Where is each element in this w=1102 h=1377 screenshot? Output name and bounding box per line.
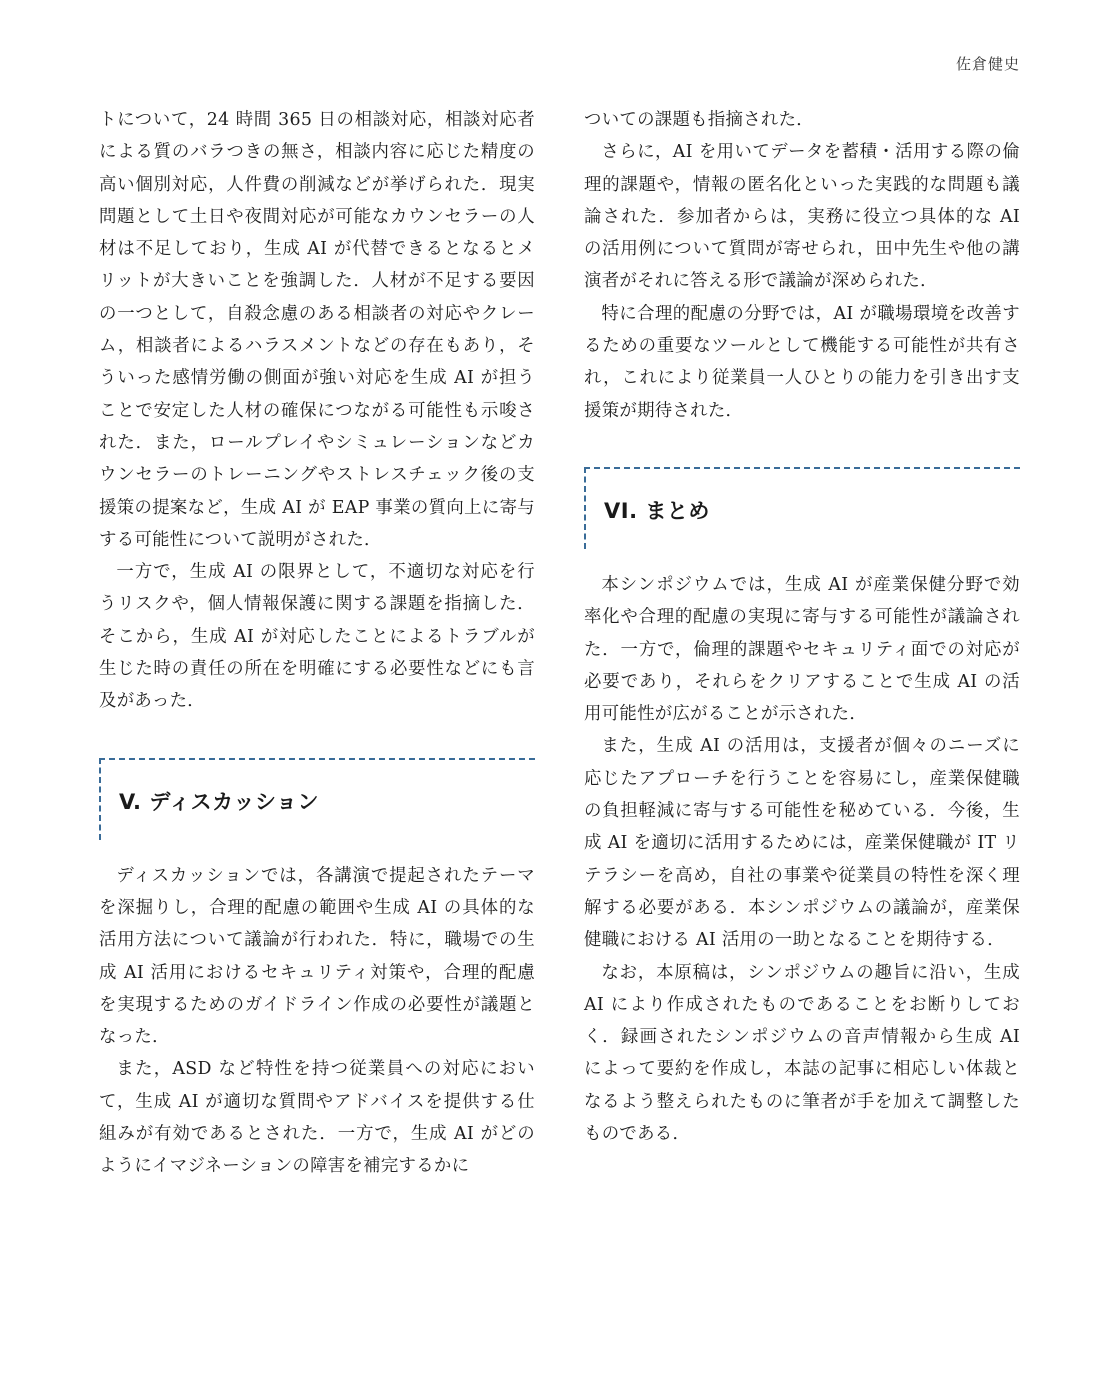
section-title-discussion: V. ディスカッション — [119, 789, 320, 814]
paragraph: なお，本原稿は，シンポジウムの趣旨に沿い，生成 AI により作成されたものであることをお断りしておく．録画されたシンポジウムの音声情報から生成 AI によって要約を作成し，本誌の記事に相応しい体裁となるよう整えられたものに筆者が手を加えて調整したものである． — [584, 962, 1020, 1145]
paragraph: トについて，24 時間 365 日の相談対応，相談対応者による質のバラつきの無さ，相談内容に応じた精度の高い個別対応，人件費の削減などが挙げられた．現実問題として土日や夜間対応が可能なカウンセラーの人材は不足しており，生成 AI が代替できるとなるとメリットが大きいことを強調した．人材が不足する要因の一つとして，自殺念慮のある相談者の対応やクレーム，相談者によるハラスメントなどの存在もあり，そういった感情労働の側面が強い対応を生成 AI が担うことで安定した人材の確保につながる可能性も示唆された．また，ロールプレイやシミュレーションなどカウンセラーのトレーニングやストレスチェック後の支援策の提案など，生成 AI が EAP 事業の質向上に寄与する可能性について説明がされた． — [99, 110, 535, 550]
paragraph: 一方で，生成 AI の限界として，不適切な対応を行うリスクや，個人情報保護に関する課題を指摘した．そこから，生成 AI が対応したことによるトラブルが生じた時の責任の所在を明確にする必要性などにも言及があった． — [99, 562, 535, 712]
section-heading-box — [99, 758, 535, 840]
section-heading-box — [584, 467, 1020, 549]
paragraph: ついての課題も指摘された． — [584, 110, 814, 130]
section-title-summary: VI. まとめ — [604, 498, 710, 523]
paragraph: ディスカッションでは，各講演で提起されたテーマを深掘りし，合理的配慮の範囲や生成 AI の具体的な活用方法について議論が行われた．特に，職場での生成 AI 活用におけるセキュリティ対策や，合理的配慮を実現するためのガイドライン作成の必要性が議題となった． — [99, 865, 535, 1048]
paragraph: 本シンポジウムでは，生成 AI が産業保健分野で効率化や合理的配慮の実現に寄与する可能性が議論された．一方で，倫理的課題やセキュリティ面での対応が必要であり，それらをクリアすることで生成 AI の活用可能性が広がることが示された． — [584, 574, 1020, 725]
paragraph: 特に合理的配慮の分野では，AI が職場環境を改善するための重要なツールとして機能する可能性が共有され，これにより従業員一人ひとりの能力を引き出す支援策が期待された． — [584, 303, 1020, 421]
paragraph: また，生成 AI の活用は，支援者が個々のニーズに応じたアプローチを行うことを容易にし，産業保健職の負担軽減に寄与する可能性を秘めている．今後，生成 AI を適切に活用するためには，産業保健職が IT リテラシーを高め，自社の事業や従業員の特性を深く理解する必要がある．本シンポジウムの議論が，産業保健職における AI 活用の一助となることを期待する． — [584, 736, 1020, 951]
right-column — [584, 104, 1020, 1150]
left-column — [99, 104, 535, 1183]
paragraph: さらに，AI を用いてデータを蓄積・活用する際の倫理的課題や，情報の匿名化といった実践的な問題も議論された．参加者からは，実務に役立つ具体的な AI の活用例について質問が寄せられ，田中先生や他の講演者がそれに答える形で議論が深められた． — [584, 142, 1020, 292]
running-head-author: 佐倉健史 — [955, 55, 1020, 73]
paragraph: また，ASD など特性を持つ従業員への対応において，生成 AI が適切な質問やアドバイスを提供する仕組みが有効であるとされた．一方で，生成 AI がどのようにイマジネーションの障害を補完するかに — [99, 1059, 535, 1177]
